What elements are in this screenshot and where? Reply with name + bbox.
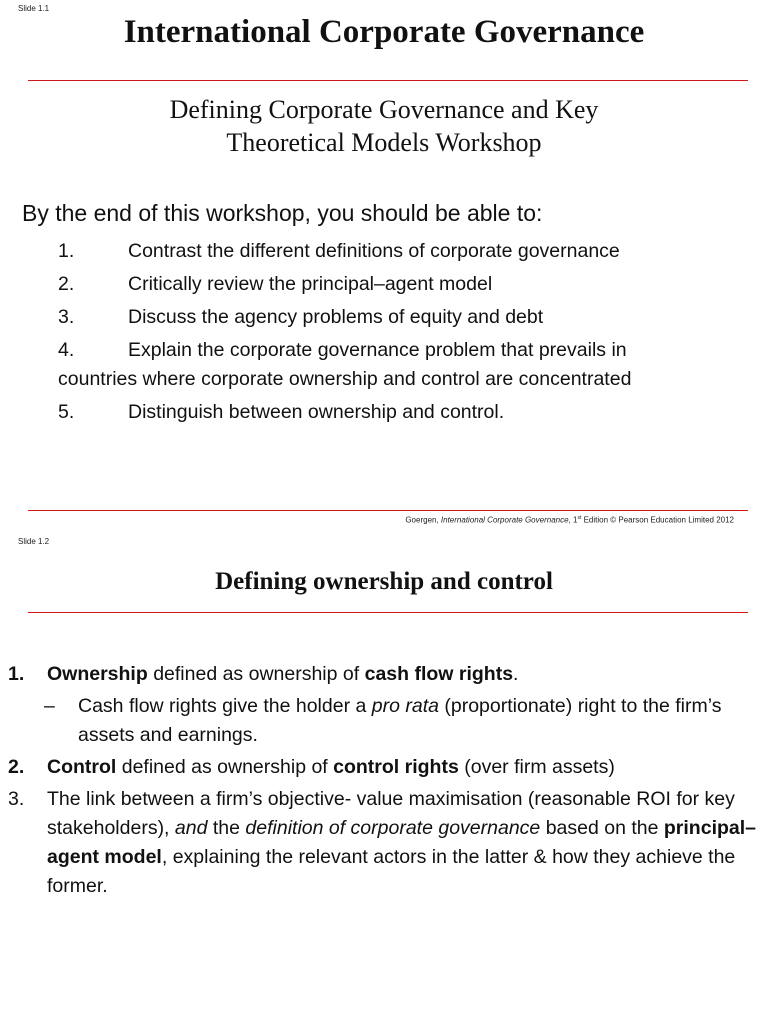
point-number: 1. [8,663,25,685]
point-text: Cash flow rights give the holder a [78,695,372,717]
objective-item [58,398,748,427]
objective-number: 3. [58,306,75,328]
point-text: (proportionate) right to the firm’s assets and earnings. [78,695,722,746]
point-text: based on the [540,817,664,839]
italic-term: and [174,817,208,839]
bold-term: Control [47,756,117,778]
point-number: 2. [8,756,25,778]
objective-text: Discuss the agency problems of equity and debt [128,306,544,328]
objective-number: 1. [58,240,75,262]
point-item [8,753,763,782]
slide-number-label: Slide 1.1 [18,4,50,13]
point-text: the [207,817,246,839]
objective-text: Distinguish between ownership and control. [128,401,505,423]
title-divider [28,80,748,81]
content-points [8,660,763,904]
objectives-intro: By the end of this workshop, you should be able to: [22,200,543,226]
objective-text-continued: countries where corporate ownership and control are concentrated [58,368,632,390]
objective-item [58,270,748,299]
bold-term: cash flow rights [364,663,514,685]
title-divider [28,612,748,613]
point-number: 3. [8,788,25,810]
point-text: , explaining the relevant actors in the latter & how they achieve the former. [47,846,736,897]
bold-term: control rights [333,756,459,778]
objective-item [58,237,748,266]
point-text: . [513,663,519,685]
subtitle-line-2: Theoretical Models Workshop [226,128,542,157]
point-text: defined as ownership of [147,663,365,685]
sub-point-item [8,692,763,750]
footer-divider [28,510,748,511]
point-item [8,785,763,901]
footer-edition-sup: st [577,515,582,521]
bold-term: principal–agent model [47,817,757,868]
objective-text: Critically review the principal–agent model [128,273,493,295]
point-item [8,660,763,689]
objectives-list [58,237,748,431]
slide-subtitle [0,93,768,159]
subtitle-line-1: Defining Corporate Governance and Key [169,95,599,124]
slide-title: Defining ownership and control [215,568,553,595]
objective-item [58,336,748,394]
slide-number-label: Slide 1.2 [18,537,50,546]
objective-number: 2. [58,273,75,295]
footer-copyright: Edition © Pearson Education Limited 2012 [581,515,734,525]
point-text: (over firm assets) [458,756,615,778]
copyright-footer [405,515,734,525]
slide-title: International Corporate Governance [123,14,645,50]
bold-term: Ownership [47,663,148,685]
dash-bullet: – [44,695,55,717]
italic-term: pro rata [371,695,439,717]
objective-number: 4. [58,339,75,361]
footer-book-title: International Corporate Governance [440,515,569,525]
objective-number: 5. [58,401,75,423]
italic-term: definition of corporate governance [245,817,541,839]
objective-item [58,303,748,332]
point-text: defined as ownership of [116,756,334,778]
objective-text: Explain the corporate governance problem that prevails in [128,339,627,361]
objective-text: Contrast the different definitions of corporate governance [128,240,620,262]
footer-author: Goergen, [405,515,441,525]
point-text: The link between a firm’s objective- value maximisation (reasonable ROI for key stakeholders), [47,788,735,839]
footer-edition: , 1 [568,515,578,525]
